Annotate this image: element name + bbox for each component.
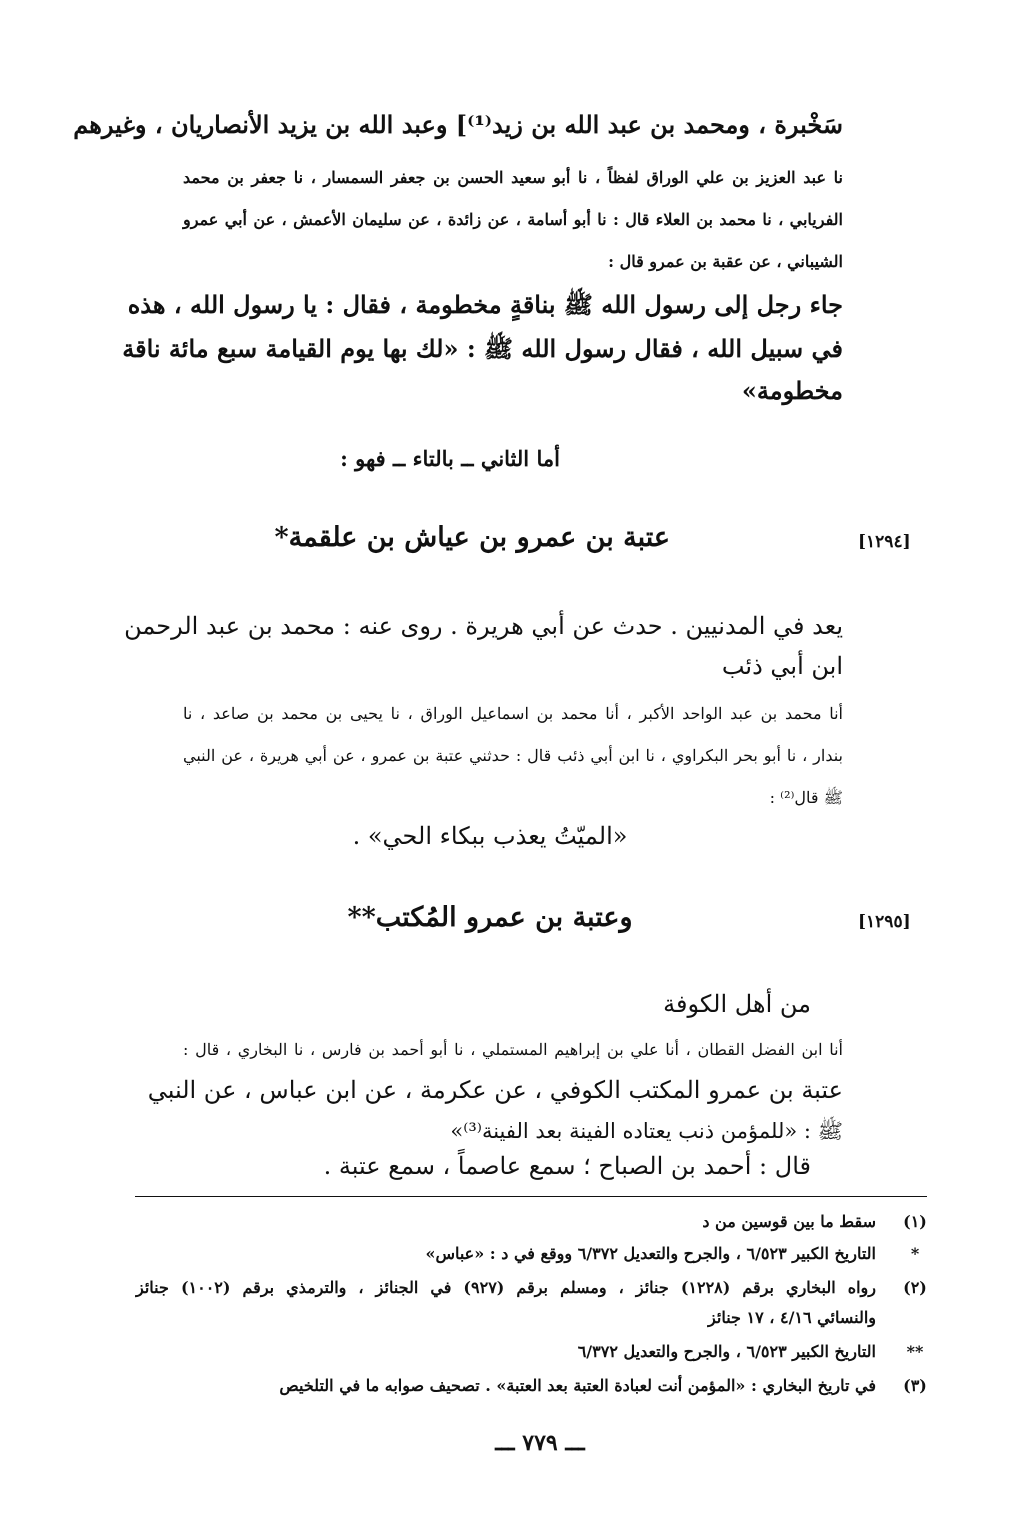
footnote-text: والنسائي ٤/١٦ ، ١٧ جنائز: [708, 1308, 876, 1327]
section-heading: أما الثاني ــ بالتاء ــ فهو :: [340, 446, 560, 471]
footnote-label: *: [910, 1244, 920, 1263]
entry-number: [١٢٩٤]: [858, 532, 911, 552]
isnad-line: الشيباني ، عن عقبة بن عمرو قال :: [608, 252, 843, 271]
isnad-line: ﷺ قال⁽²⁾ :: [769, 788, 843, 807]
hadith-line: «الميّتُ يعذب ببكاء الحي» .: [352, 822, 628, 850]
entry-title: وعتبة بن عمرو المُكتب**: [347, 902, 633, 933]
entry-number: [١٢٩٥]: [858, 912, 911, 932]
isnad-line: نا عبد العزيز بن علي الوراق لفظاً ، نا أبو سعيد الحسن بن جعفر السمسار ، نا جعفر بن محمد: [183, 168, 843, 187]
isnad-line: أنا ابن الفضل القطان ، أنا علي بن إبراهيم المستملي ، نا أبو أحمد بن فارس ، نا البخاري ، قال :: [183, 1040, 844, 1059]
bio-line: من أهل الكوفة: [663, 990, 811, 1018]
footnote-label: (١): [903, 1212, 927, 1231]
footnote-text: رواه البخاري برقم (١٢٢٨) جنائز ، ومسلم برقم (٩٢٧) في الجنائز ، والترمذي برقم (١٠٠٢) جنائز: [136, 1278, 876, 1297]
footnote-text: سقط ما بين قوسين من د: [702, 1212, 876, 1231]
footnote-label: (٣): [903, 1376, 927, 1395]
footnote-divider: [135, 1196, 927, 1197]
isnad-line: بندار ، نا أبو بحر البكراوي ، نا ابن أبي ذئب قال : حدثني عتبة بن عمرو ، عن أبي هريرة ، عن النبي: [183, 746, 843, 765]
hadith-line: مخطومة»: [741, 376, 843, 405]
footnote-label: **: [906, 1342, 924, 1361]
text-line: ﷺ : «للمؤمن ذنب يعتاده الفينة بعد الفينة⁽³⁾»: [450, 1119, 843, 1143]
bio-line: يعد في المدنيين . حدث عن أبي هريرة . روى عنه : محمد بن عبد الرحمن: [124, 612, 843, 640]
hadith-line: في سبيل الله ، فقال رسول الله ﷺ : «لك بها يوم القيامة سبع مائة ناقة: [122, 334, 843, 363]
text-line: قال : أحمد بن الصباح ؛ سمع عاصماً ، سمع عتبة .: [323, 1152, 811, 1180]
bio-line: ابن أبي ذئب: [721, 652, 843, 680]
page-number: ـــ ٧٧٩ ـــ: [495, 1430, 585, 1456]
footnote-text: في تاريخ البخاري : «المؤمن أنت لعبادة العتبة بعد العتبة» . تصحيف صوابه ما في التلخيص: [279, 1376, 876, 1395]
footnote-label: (٢): [903, 1278, 927, 1297]
continued-line: سَخْبرة ، ومحمد بن عبد الله بن زيد⁽¹⁾] وعبد الله بن يزيد الأنصاريان ، وغيرهم: [73, 110, 843, 139]
isnad-line: أنا محمد بن عبد الواحد الأكبر ، أنا محمد بن اسماعيل الوراق ، نا يحيى بن محمد بن صاعد ، نا: [183, 704, 843, 723]
isnad-line: الفريابي ، نا محمد بن العلاء قال : نا أبو أسامة ، عن زائدة ، عن سليمان الأعمش ، عن أبي عمرو: [183, 210, 844, 229]
hadith-line: جاء رجل إلى رسول الله ﷺ بناقةٍ مخطومة ، فقال : يا رسول الله ، هذه: [127, 290, 843, 319]
footnote-text: التاريخ الكبير ٦/٥٢٣ ، والجرح والتعديل ٦/٣٧٢: [577, 1342, 876, 1361]
footnote-text: التاريخ الكبير ٦/٥٢٣ ، والجرح والتعديل ٦/٣٧٢ ووقع في د : «عباس»: [425, 1244, 876, 1263]
text-line: عتبة بن عمرو المكتب الكوفي ، عن عكرمة ، عن ابن عباس ، عن النبي: [147, 1076, 843, 1104]
entry-title: عتبة بن عمرو بن عياش بن علقمة*: [274, 522, 670, 553]
